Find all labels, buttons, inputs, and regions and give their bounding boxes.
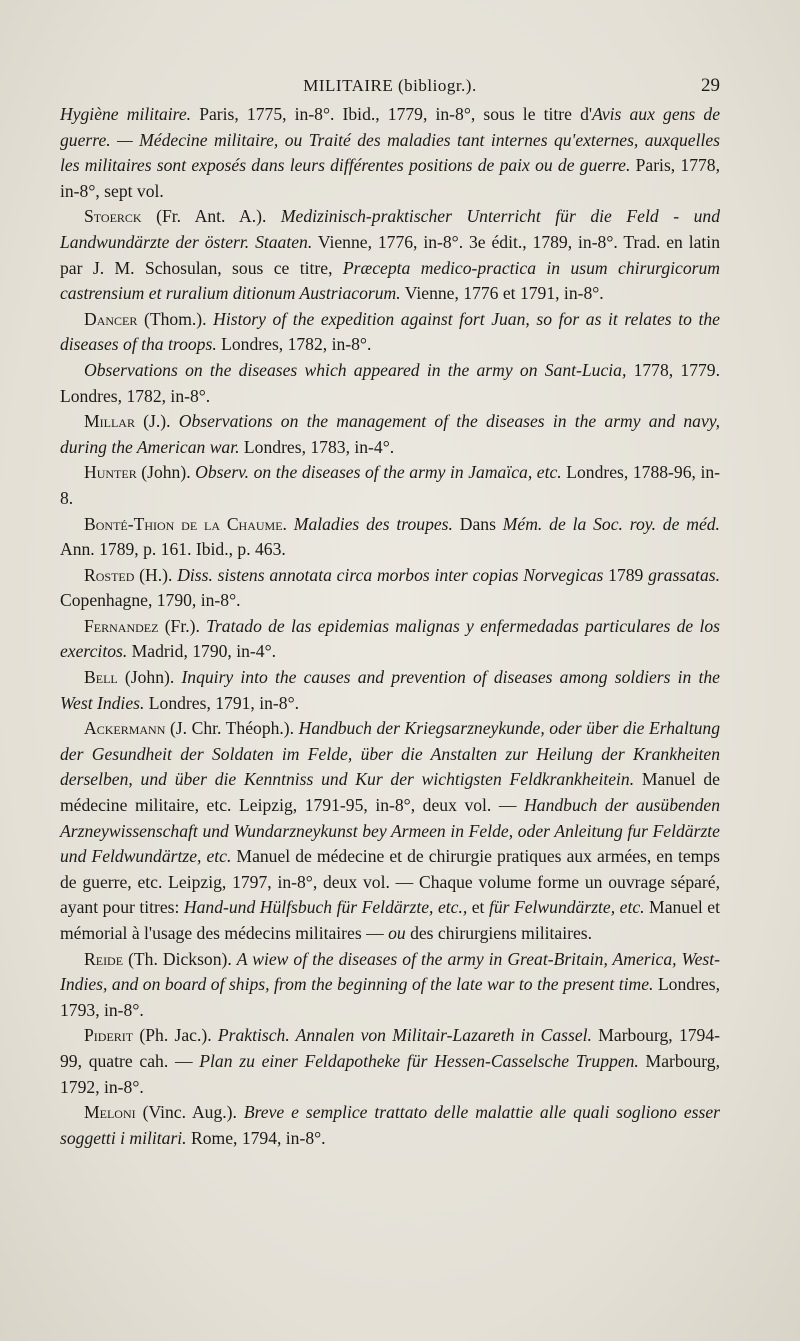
entry-text: 1778, 1779. Londres, 1782, in-8°.: [60, 359, 720, 406]
bibliography-entry: [60, 460, 720, 511]
entry-text: Paris, 1775, in-8°. Ibid., 1779, in-8°, sous le titre d': [191, 104, 593, 124]
entry-text: Londres, 1793, in-8°.: [60, 974, 720, 1020]
entry-text: Manuel et mémorial à l'usage des médecins militaires —: [60, 897, 720, 943]
entry-text: Ann. 1789, p. 161. Ibid., p. 463.: [60, 539, 286, 560]
entry-author: Hunter: [84, 462, 137, 483]
entry-title-text: Observ. on the diseases of the army in Jamaïca, etc.: [195, 462, 562, 483]
entry-text: (Th. Dickson).: [123, 948, 237, 969]
entry-title-text: Inquiry into the causes and prevention of diseases among soldiers in the West Indies.: [60, 667, 720, 713]
entry-title-text: Hygiène militaire.: [60, 104, 192, 124]
entry-author: Stoerck: [84, 206, 142, 227]
entry-text: et: [467, 897, 489, 918]
bibliography-entry: [60, 204, 720, 306]
bibliography-entry: [60, 614, 720, 665]
entry-text: 1789: [603, 564, 649, 585]
entry-text: Marbourg, 1794-99, quatre cah. —: [60, 1025, 720, 1071]
entry-text: (Thom.).: [137, 308, 214, 329]
bibliography-entry: [60, 1100, 720, 1151]
entry-title-text: Hand-und Hülfsbuch für Feldärzte, etc.,: [183, 897, 468, 918]
entry-title-text: Avis aux gens de guerre. — Médecine militaire, ou Traité des maladies tant internes qu'externes, auxquelles les militaires sont exposés dans leurs différentes positions de paix ou de guerre.: [60, 104, 721, 176]
entry-title-text: Tratado de las epidemias malignas y enfermedadas particulares de los exercitos.: [60, 615, 720, 662]
entry-text: Madrid, 1790, in-4°.: [127, 641, 276, 662]
page-number: 29: [701, 75, 720, 96]
entry-text: Manuel de médecine et de chirurgie pratiques aux armées, en temps de guerre, etc. Leipzig, 1797, in-8°, deux vol. — Chaque volume forme un ouvrage séparé, ayant pour titres:: [60, 846, 720, 918]
entry-title-text: A wiew of the diseases of the army in Great-Britain, America, West-Indies, and on board of ships, from the beginning of the late war to the present time.: [60, 948, 720, 995]
entry-title-text: Handbuch der ausübenden Arzneywissenschaft und Wundarzneykunst bey Armeen in Felde, oder Anleitung fur Feldärzte und Feldwundärtze, etc.: [60, 795, 720, 867]
entry-author: Fernandez: [84, 615, 159, 636]
bibliography-entry: [60, 716, 720, 946]
entry-title-text: Mém. de la Soc. roy. de méd.: [502, 513, 720, 534]
entry-title-text: für Felwundärzte, etc.: [488, 897, 645, 918]
entry-title-text: Handbuch der Kriegsarzneykunde, oder über die Erhaltung der Gesundheit der Soldaten im Felde, über die Anstalten zur Heilung der Krankheiten derselben, und über die Kenntniss und Kur der wichtigsten Feldkrankheitein.: [60, 718, 720, 790]
entry-author: Piderit: [84, 1025, 134, 1046]
entry-title-text: Maladies des troupes.: [293, 513, 453, 534]
entry-text: Londres, 1782, in-8°.: [216, 334, 372, 355]
entry-text: Rome, 1794, in-8°.: [186, 1127, 326, 1148]
entry-author: Millar: [84, 411, 135, 432]
entry-text: (Fr. Ant. A.).: [141, 206, 281, 227]
entry-text: [287, 514, 294, 534]
running-head: [60, 72, 720, 100]
bibliography-entry: [60, 307, 720, 358]
entry-text: (J. Chr. Théoph.).: [165, 718, 299, 739]
entry-text: Marbourg, 1792, in-8°.: [60, 1050, 720, 1097]
entry-author: Meloni: [84, 1102, 136, 1123]
entry-author: Bonté-Thion de la Chaume.: [84, 513, 287, 534]
entry-text: (John).: [117, 667, 182, 688]
entry-title-text: Observations on the diseases which appeared in the army on Sant-Lucia,: [84, 359, 627, 380]
entry-author: Dancer: [84, 308, 138, 329]
entry-text: des chirurgiens militaires.: [405, 923, 592, 943]
entry-title-text: grassatas.: [648, 564, 720, 585]
bibliography-entry: [60, 358, 720, 409]
bibliography-entry: [60, 665, 720, 716]
entry-author: Rosted: [84, 564, 135, 585]
entry-title-text: Praktisch. Annalen von Militair-Lazareth in Cassel.: [217, 1025, 592, 1046]
bibliography-entry: [60, 512, 720, 563]
entry-text: Londres, 1791, in-8°.: [144, 692, 299, 713]
bibliography-list: [60, 102, 720, 1151]
entry-author: Reide: [84, 948, 124, 969]
entry-title-text: Diss. sistens annotata circa morbos inter copias Norvegicas: [177, 564, 604, 585]
entry-title-text: ou: [388, 923, 406, 943]
bibliography-entry: [60, 1023, 720, 1100]
entry-text: (Ph. Jac.).: [133, 1025, 218, 1046]
entry-author: Ackermann: [84, 718, 166, 739]
entry-title-text: History of the expedition against fort Juan, so for as it relates to the diseases of tha troops.: [60, 308, 720, 355]
entry-title-text: Medizinisch-praktischer Unterricht für die Feld - und Landwundärzte der österr. Staaten.: [60, 206, 720, 252]
entry-title-text: Observations on the management of the diseases in the army and navy, during the American war.: [60, 411, 720, 457]
bibliography-entry: [60, 409, 720, 460]
entry-text: Londres, 1788-96, in-8.: [60, 462, 720, 508]
bibliography-entry: [60, 563, 720, 614]
entry-title-text: Breve e semplice trattato delle malattie alle quali sogliono esser soggetti i militari.: [60, 1102, 720, 1148]
entry-text: (Vinc. Aug.).: [135, 1102, 244, 1123]
entry-title-text: Plan zu einer Feldapotheke für Hessen-Casselsche Truppen.: [199, 1050, 639, 1071]
entry-text: Londres, 1783, in-4°.: [239, 436, 395, 457]
bibliography-entry: [60, 102, 720, 204]
entry-author: Bell: [84, 667, 118, 688]
entry-text: (H.).: [134, 564, 178, 585]
entry-text: Vienne, 1776 et 1791, in-8°.: [400, 283, 604, 304]
bibliography-entry: [60, 947, 720, 1024]
entry-text: Copenhagne, 1790, in-8°.: [60, 590, 241, 611]
entry-text: Vienne, 1776, in-8°. 3e édit., 1789, in-8°. Trad. en latin par J. M. Schosulan, sous ce titre,: [60, 231, 720, 278]
entry-text: (Fr.).: [158, 615, 207, 636]
entry-text: (John).: [136, 462, 196, 483]
entry-text: Paris, 1778, in-8°, sept vol.: [60, 155, 720, 201]
entry-text: (J.).: [134, 411, 179, 432]
running-title: MILITAIRE (bibliogr.).: [303, 76, 477, 95]
entry-title-text: Præcepta medico-practica in usum chirurgicorum castrensium et ruralium ditionum Austriacorum.: [60, 257, 720, 304]
entry-text: Dans: [452, 513, 503, 534]
entry-text: Manuel de médecine militaire, etc. Leipzig, 1791-95, in-8°, deux vol. —: [60, 769, 720, 816]
